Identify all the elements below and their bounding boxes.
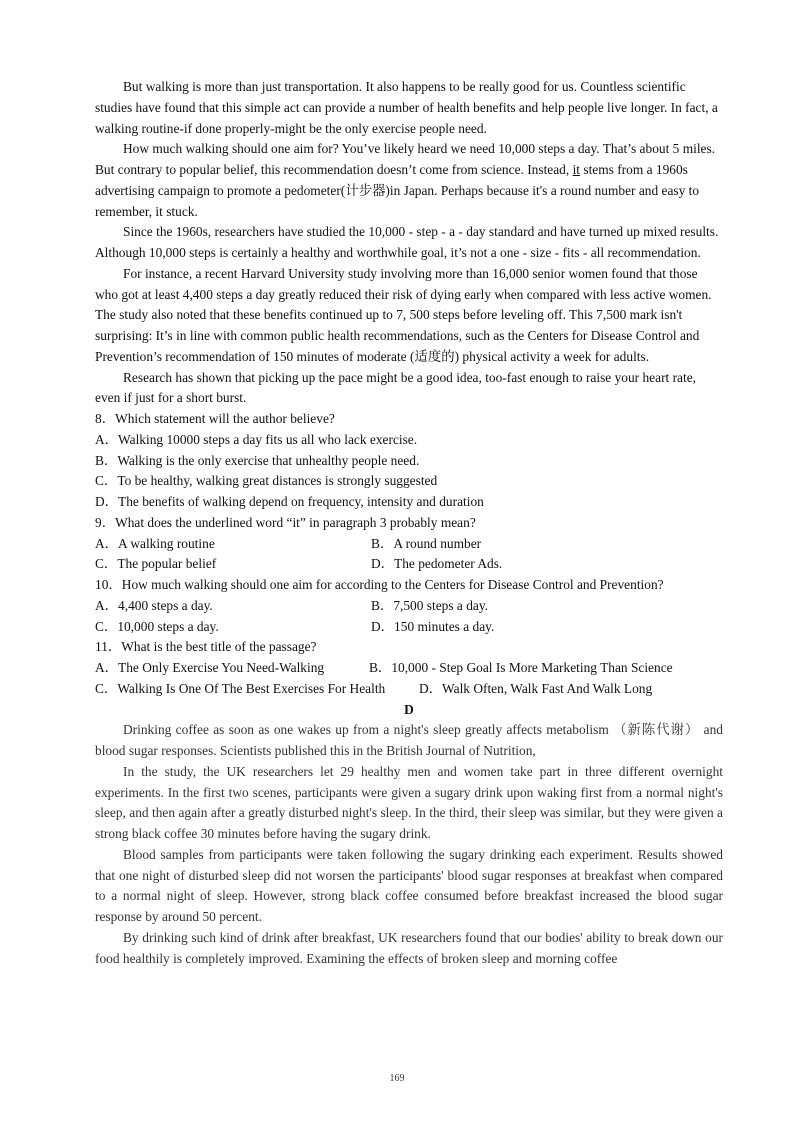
question-11-options-row-2 (95, 679, 723, 700)
passage-c-paragraph-5: Research has shown that picking up the pace might be a good idea, too-fast enough to raise your heart rate, even if just for a short burst. (95, 369, 697, 406)
question-8-option-a: A．Walking 10000 steps a day fits us all who lack exercise. (95, 431, 418, 447)
paragraph-2-text-after: stems from a 1960s advertising campaign to promote a pedometer(计步器)in Japan. Perhaps because it's a round number and easy to remember, it stuck. (95, 162, 700, 219)
question-10-options-row-2 (95, 617, 723, 638)
passage-c-paragraph-3: Since the 1960s, researchers have studied the 10,000 - step - a - day standard and have turned up mixed results. Although 10,000 steps is certainly a healthy and worthwhile goal, it’s not a one - size - fits - all recommendation. (95, 224, 719, 260)
question-8-option-b: B．Walking is the only exercise that unhealthy people need. (95, 452, 420, 468)
passage-c-paragraph-1: But walking is more than just transportation. It also happens to be really good for us. Countless scientific studies have found that this simple act can provide a number of health benefits and help people live longer. In fact, a walking routine-if done properly-might be the only exercise people need. (95, 79, 718, 136)
passage-c-paragraph-4: For instance, a recent Harvard University study involving more than 16,000 senior women found that those who got at least 4,400 steps a day greatly reduced their risk of dying early when compared with less active women. The study also noted that these benefits continued up to 7, 500 steps before leveling off. This 7,500 mark isn't surprising: It’s in line with common public health recommendations, such as the Centers for Disease Control and Prevention’s recommendation of 150 minutes of moderate (适度的) physical activity a week for adults. (95, 265, 712, 364)
section-heading-d: D (404, 701, 414, 717)
question-10-stem: 10．How much walking should one aim for according to the Centers for Disease Control and Prevention? (95, 577, 664, 592)
paragraph-2-text-before: How much walking should one aim for? You’ve likely heard we need 10,000 steps a day. That’s about 5 miles. But contrary to popular belief, this recommendation doesn’t come from science. Instead, (95, 141, 716, 177)
passage-d-paragraph-4: By drinking such kind of drink after breakfast, UK researchers found that our bodies' ability to break down our food healthily is completely improved. Examining the effects of broken sleep and morning coffee (95, 929, 723, 966)
question-11-option-c: C．Walking Is One Of The Best Exercises For Health (95, 680, 386, 696)
passage-d-paragraph-1: Drinking coffee as soon as one wakes up from a night's sleep greatly affects metabolism （新陈代谢） and blood sugar responses. Scientists published this in the British Journal of Nutrition, (95, 722, 723, 758)
question-11-options-row-1 (95, 658, 723, 679)
question-9-stem: 9．What does the underlined word “it” in paragraph 3 probably mean? (95, 514, 476, 530)
question-11-option-b: B．10,000 - Step Goal Is More Marketing Than Science (369, 660, 673, 675)
page-content (95, 77, 723, 969)
question-9-option-a: A．A walking routine (95, 535, 215, 551)
question-9-options-row-1 (95, 534, 723, 555)
passage-d-paragraph-3: Blood samples from participants were taken following the sugary drinking each experiment. Results showed that one night of disturbed sleep did not worsen the participants' blood sugar responses at breakfast when compared to a normal night of sleep. However, strong black coffee consumed before breakfast increased the blood sugar response by around 50 percent. (95, 846, 723, 924)
passage-c-paragraph-2 (95, 139, 723, 222)
question-10-option-d: D．150 minutes a day. (371, 618, 495, 634)
question-10-option-a: A．4,400 steps a day. (95, 597, 213, 613)
question-9-options-row-2 (95, 554, 723, 575)
question-11-option-a: A．The Only Exercise You Need-Walking (95, 660, 325, 675)
question-10-option-b: B．7,500 steps a day. (371, 597, 489, 613)
question-11-option-d: D．Walk Often, Walk Fast And Walk Long (419, 680, 653, 696)
underlined-word-it: it (572, 162, 581, 177)
question-8-option-c: C．To be healthy, walking great distances is strongly suggested (95, 473, 438, 489)
question-9-option-c: C．The popular belief (95, 556, 217, 572)
question-10-option-c: C．10,000 steps a day. (95, 618, 219, 634)
passage-d-paragraph-2: In the study, the UK researchers let 29 healthy men and women take part in three different overnight experiments. In the first two scenes, participants were given a sugary drink upon waking first from a normal night's sleep, and then again after a greatly disturbed night's sleep. In the third, their sleep was similar, but they were given a strong black coffee 30 minutes before having the sugary drink. (95, 763, 723, 841)
question-9-option-d: D．The pedometer Ads. (371, 556, 503, 572)
question-8-stem: 8．Which statement will the author believe? (95, 411, 335, 426)
question-10-options-row-1 (95, 596, 723, 617)
page-number: 169 (389, 1073, 405, 1084)
question-11-stem: 11．What is the best title of the passage? (95, 639, 317, 655)
question-8-option-d: D．The benefits of walking depend on frequency, intensity and duration (95, 494, 484, 509)
question-9-option-b: B．A round number (371, 535, 482, 551)
